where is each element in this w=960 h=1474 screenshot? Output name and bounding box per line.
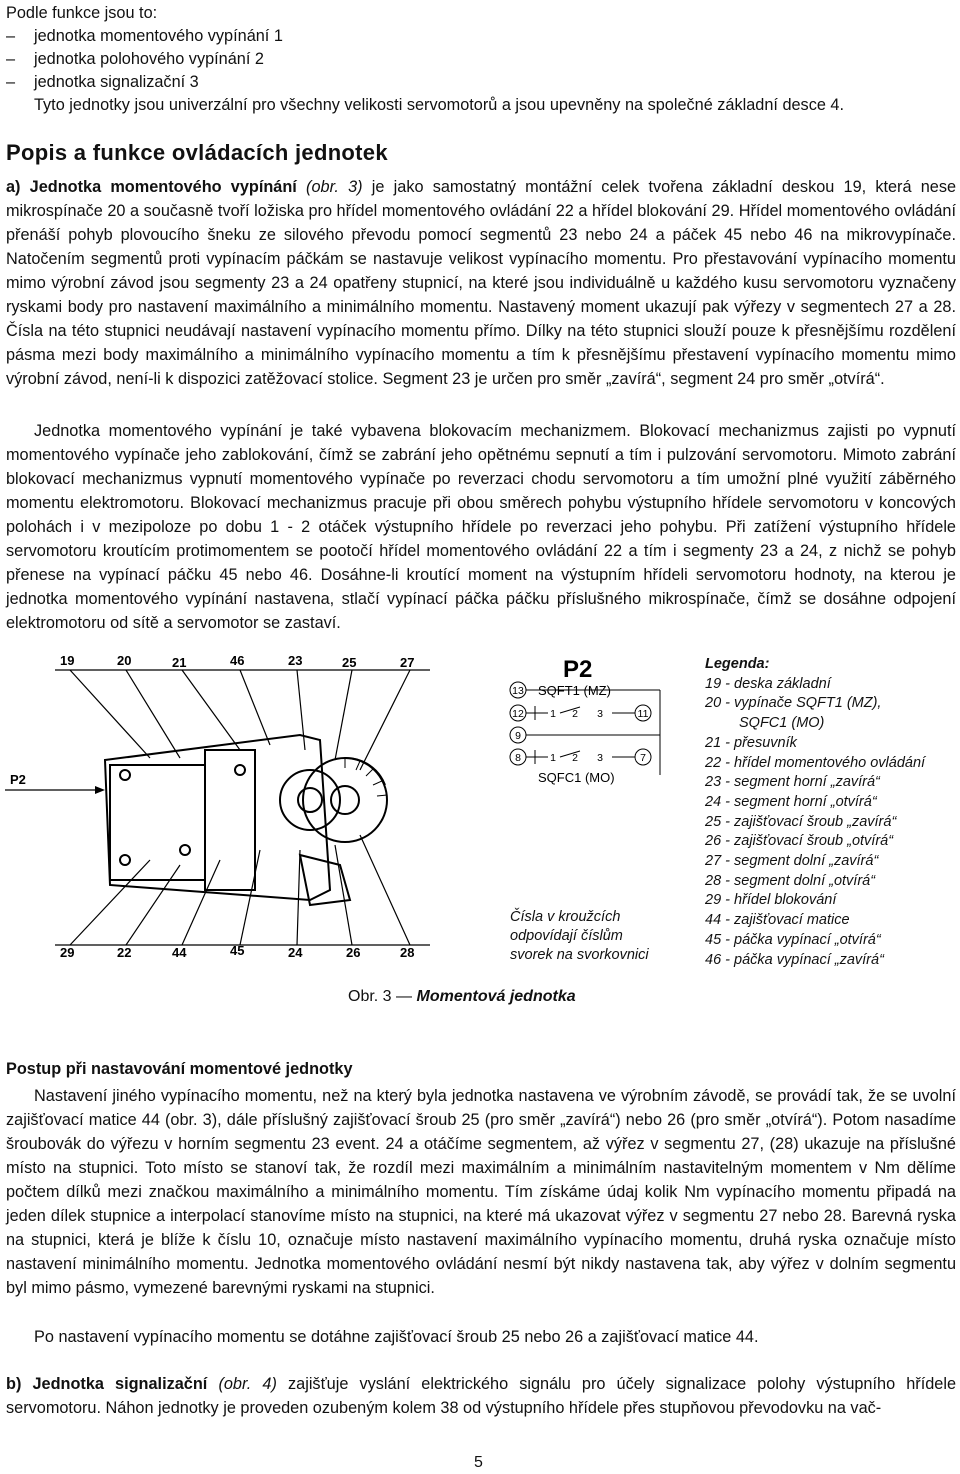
- section-b-ref: (obr. 4): [218, 1375, 277, 1393]
- fig-label-46: 46: [230, 653, 245, 668]
- fig-label-22: 22: [117, 945, 132, 960]
- fig-label-44: 44: [172, 945, 187, 960]
- section-a-ref: (obr. 3): [306, 178, 363, 196]
- fig-label-28: 28: [400, 945, 415, 960]
- terminal-7: 7: [640, 752, 646, 764]
- pin-label: 3: [597, 708, 603, 720]
- schematic-sqfc1: SQFC1 (MO): [538, 770, 615, 785]
- section-heading: Popis a funkce ovládacích jednotek: [6, 140, 388, 165]
- legend-item: 45 - páčka vypínací „otvírá“: [705, 931, 881, 948]
- legend-item: 28 - segment dolní „otvírá“: [705, 872, 876, 889]
- fig-label-21: 21: [172, 655, 187, 670]
- setup-p2: Po nastavení vypínacího momentu se dotáhne zajišťovací šroub 25 nebo 26 a zajišťovací matice 44.: [34, 1328, 759, 1346]
- legend-item: 22 - hřídel momentového ovládání: [705, 754, 926, 771]
- list-item: – jednotka polohového vypínání 2: [6, 50, 264, 68]
- terminal-13: 13: [512, 685, 524, 697]
- setup-p1: Nastavení jiného vypínacího momentu, než na který byla jednotka nastavena ve výrobním závodě, se provádí tak, že se uvolní zajišťovací matice 44 (obr. 3), dále příslušný zajišťovací šroub 25 (pro směr „zavírá“) nebo 26 (pro směr „otvírá“). Potom nasadíme šroubovák do výřezu v horním segmentu 23 event. 24 a otáčíme segmentem, až výřez v segmentu 27, (28) ukazuje na příslušné místo na stupnici. Toto místo se stanoví tak, že rozdíl mezi maximálním a minimálním nastavitelným momentem v Nm dělíme počtem dílků mezi značkou maximálního a minimálního momentu. Tím získáme údaj kolik Nm vypínacího momentu připadá na jeden dílek stupnice a interpolací stanovíme místo na stupnici, na které má ukazovat výřez v segmentu 27 nebo 28. Barevná ryska na stupnici, která je blíže k číslu 10, označuje místo nastavení maximálního vypínacího momentu, druhá ryska označuje místo nastavení minimálního momentu. Jednotka momentového ovládání nesmí být nikdy nastavena tak, aby výřez v dolním segmentu byl mimo pásmo, vymezené barevnými ryskami na stupnici.: [6, 1087, 956, 1297]
- fig-label-25: 25: [342, 655, 357, 670]
- list-item: – jednotka momentového vypínání 1: [6, 27, 283, 45]
- section-a-p1: a) Jednotka momentového vypínání (obr. 3) je jako samostatný montážní celek tvořena základní deskou 19, která nese mikrospínače 20 a současně tvoří ložiska pro hřídel momentového ovládání 22 a hřídel blokování 29. Hřídel momentového ovládání přenáší pohyb plovoucího šneku ze silového převodu pomocí segmentů 23 nebo 24 a páček 45 nebo 46 na mikrovypínače. Natočením segmentů proti vypínacím páčkám se nastavuje velikost vypínacího momentu. Pro přestavování vypínacího momentu mimo výrobní závod jsou segmenty 23 a 24 opatřeny stupnicí, na které jsou individuálně u každého kusu servomotoru vyznačeny ryskami body pro nastavení maximálního a minimálního momentu. Nastavený moment ukazují pak výřezy v segmentech 27 a 28. Čísla na této stupnici neudávají nastavení vypínacího momentu přímo. Dílky na této stupnici slouží pouze k přesnějšímu rozdělení pásma mezi body maximálního a minimálního vypínacího momentu a tím k přesnějšímu přestavení vypínacího momentu mimo výrobní závod, není-li k dispozici zatěžovací stolice. Segment 23 je určen pro směr „zavírá“, segment 24 pro směr „otvírá“.: [6, 178, 957, 388]
- legend-item: 25 - zajišťovací šroub „zavírá“: [705, 813, 897, 830]
- fig-label-20: 20: [117, 653, 132, 668]
- list-intro: Podle funkce jsou to:: [6, 4, 158, 22]
- legend-item: 46 - páčka vypínací „zavírá“: [705, 951, 884, 968]
- fig-label-27: 27: [400, 655, 415, 670]
- fig-label-26: 26: [346, 945, 361, 960]
- section-b-title: b) Jednotka signalizační: [6, 1375, 208, 1393]
- pin-label: 1: [550, 752, 556, 764]
- terminal-11: 11: [637, 708, 649, 720]
- pin-label: 1: [550, 708, 556, 720]
- terminal-8: 8: [515, 752, 521, 764]
- legend-item: 21 - přesuvník: [705, 734, 797, 751]
- function-list: [6, 2, 844, 117]
- fig-label-19: 19: [60, 653, 75, 668]
- schematic-sqft1: SQFT1 (MZ): [538, 683, 611, 698]
- page-number: 5: [474, 1454, 483, 1471]
- list-outro: Tyto jednotky jsou univerzální pro všechny velikosti servomotorů a jsou upevněny na společné základní desce 4.: [34, 96, 844, 114]
- section-b: b) Jednotka signalizační (obr. 4) zajišťuje vyslání elektrického signálu pro účely signalizace polohy výstupního hřídele servomotoru. Náhon jednotky je proveden ozubeným kolem 38 od výstupního hřídele přes stupňovou převodovku na vač-: [6, 1375, 956, 1417]
- legend-item: 27 - segment dolní „zavírá“: [705, 853, 879, 870]
- fig-label-45: 45: [230, 943, 245, 958]
- legend-item: 19 - deska základní: [705, 675, 831, 692]
- figure-caption: Obr. 3 — Momentová jednotka: [348, 988, 576, 1005]
- fig-label-24: 24: [288, 945, 303, 960]
- figure-note: Čísla v kroužcích odpovídají číslům svorek na svorkovnici: [510, 909, 649, 963]
- figure-legend: [705, 655, 925, 970]
- legend-item: 44 - zajišťovací matice: [705, 912, 850, 929]
- legend-item: 29 - hřídel blokování: [705, 892, 837, 909]
- setup-title: Postup při nastavování momentové jednotky: [6, 1060, 353, 1078]
- legend-item: 23 - segment horní „zavírá“: [705, 774, 880, 791]
- legend-item: SQFC1 (MO): [739, 715, 825, 732]
- section-a-p2: Jednotka momentového vypínání je také vybavena blokovacím mechanizmem. Blokovací mechanizmus zajisti po vypnutí momentového vypínače jeho zablokování, čímž se zabrání jeho opětnému sepnutí a tím i pulzování servomotoru. Mimoto zabrání blokovací mechanizmus vypnutí momentového vypínače po reverzaci chodu servomotoru a tím umožní plné využití záběrného momentu elektromotoru. Blokovací mechanizmus pracuje při obou směrech pohybu výstupního hřídele servomotoru v koncových polohách i v mezipoloze po dobu 1 - 2 otáček výstupního hřídele po reverzaci jeho pohybu. Při zatížení výstupního hřídele servomotoru kroutícím protimomentem se pootočí hřídel momentového ovládání 22 a tím i segmenty 23 a 24, z nichž se pohyb přenese na vypínací páčku 45 nebo 46. Dosáhne-li kroutící moment na výstupním hřídeli servomotoru hodnoty, na kterou je jednotka momentového vypínání nastavena, stlačí vypínací páčka páčku příslušného mikrospínače, čímž se dosáhne odpojení elektromotoru od sítě a servomotor se zastaví.: [6, 422, 956, 632]
- schematic-title: P2: [563, 656, 593, 683]
- section-a-title: a) Jednotka momentového vypínání: [6, 178, 297, 196]
- pin-label: 2: [572, 708, 578, 720]
- pin-label: 2: [572, 752, 578, 764]
- legend-item: 20 - vypínače SQFT1 (MZ),: [705, 695, 882, 712]
- legend-item: 24 - segment horní „otvírá“: [705, 793, 877, 810]
- terminal-12: 12: [512, 708, 524, 720]
- legend-title: Legenda:: [705, 656, 770, 672]
- fig-label-29: 29: [60, 945, 75, 960]
- fig-label-p2-arrow: P2: [10, 772, 26, 787]
- terminal-9: 9: [515, 730, 521, 742]
- legend-item: 26 - zajišťovací šroub „otvírá“: [705, 833, 894, 850]
- pin-label: 3: [597, 752, 603, 764]
- list-item: – jednotka signalizační 3: [6, 73, 199, 91]
- fig-label-23: 23: [288, 653, 303, 668]
